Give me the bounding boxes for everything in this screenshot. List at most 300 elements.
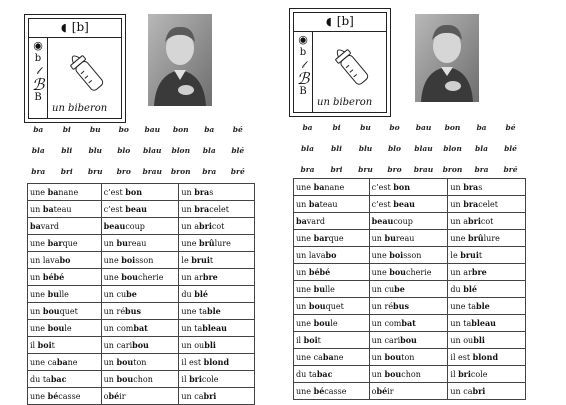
word-part: un lava: [296, 251, 326, 260]
word-part: lle: [325, 285, 335, 294]
word-part: un: [181, 205, 195, 214]
word-part: un: [30, 307, 43, 316]
word-sound-part: bou: [47, 323, 65, 333]
word-part: une ca: [296, 353, 323, 362]
table-row: [28, 320, 255, 337]
word-sound-part: brû: [198, 238, 215, 248]
syllable: ba: [476, 123, 487, 132]
example-word: un biberon: [52, 103, 108, 114]
word-sound-part: bou: [384, 369, 402, 379]
word-part: que: [328, 234, 344, 243]
syllable: ba: [33, 125, 44, 134]
word-part: nane: [324, 183, 345, 192]
word-cell: [179, 184, 255, 201]
word-part: lure: [483, 234, 500, 243]
word-part: o: [103, 392, 109, 401]
word-part: lle: [59, 290, 69, 299]
syllable: bri: [60, 167, 73, 176]
table-row: [294, 196, 526, 213]
word-sound-part: bou: [116, 374, 134, 384]
word-cell: [369, 213, 448, 230]
syllable: bla: [202, 146, 216, 155]
word-cell: [448, 366, 526, 383]
baby-bottle-icon: [61, 45, 113, 95]
word-part: une: [296, 183, 314, 192]
word-part: un ta: [450, 319, 472, 328]
word-sound-part: be: [126, 289, 137, 299]
word-cell: [294, 196, 370, 213]
word-part: le: [181, 256, 192, 265]
word-part: nane: [58, 188, 79, 197]
word-sound-part: bu: [384, 233, 396, 243]
table-row: [28, 201, 255, 218]
word-sound-part: bou: [121, 272, 138, 282]
word-part: un cu: [371, 285, 395, 294]
sound-symbol: [b]: [71, 20, 89, 34]
word-sound-part: bre: [471, 267, 487, 277]
word-part: un: [296, 200, 309, 209]
word-part: cole: [201, 375, 219, 384]
word-part: un ca: [450, 387, 473, 396]
word-cell: [101, 218, 179, 235]
syllable-grid: [24, 119, 252, 182]
sound-header: [61, 20, 89, 34]
table-row: [294, 230, 526, 247]
word-part: le: [330, 319, 338, 328]
word-cell: [369, 281, 448, 298]
word-sound-part: bou: [132, 340, 149, 350]
word-sound-part: beau: [371, 216, 394, 226]
word-part: il est: [181, 358, 204, 367]
syllable: bu: [360, 123, 371, 132]
word-part: coup: [125, 222, 145, 231]
letter-form-cursive-capital: ℬ: [31, 75, 45, 94]
syllable: blo: [117, 146, 131, 155]
word-sound-part: bleau: [471, 318, 496, 328]
letter-form-cursive: 𝓁: [36, 66, 40, 77]
syllable: bron: [170, 167, 191, 176]
word-part: lure: [214, 239, 231, 248]
word-part: une ta: [181, 307, 207, 316]
divider-horizontal: [28, 37, 121, 38]
word-part: ir: [387, 387, 394, 396]
word-sound-part: ba: [42, 204, 54, 214]
table-row: [294, 281, 526, 298]
word-cell: [28, 201, 102, 218]
syllable: bro: [387, 165, 402, 174]
word-cell: [101, 184, 179, 201]
syllable: bru: [87, 167, 103, 176]
baby-bottle-icon: [326, 39, 378, 89]
word-part: il est: [450, 353, 473, 362]
syllable: bré: [230, 167, 245, 176]
syllable: blo: [387, 144, 402, 153]
ear-icon: ◖: [326, 14, 332, 28]
word-part: un ré: [103, 307, 126, 316]
word-part: un cari: [371, 336, 401, 345]
word-cell: [101, 252, 179, 269]
word-sound-part: bou: [116, 357, 134, 367]
word-part: sson: [403, 251, 422, 260]
eye-icon: ◉: [298, 33, 308, 46]
word-sound-part: brui: [460, 250, 479, 260]
word-part: un: [371, 234, 385, 243]
syllable: bi: [62, 125, 71, 134]
syllable: bé: [505, 123, 516, 132]
word-sound-part: bou: [313, 318, 331, 328]
table-row: [28, 371, 255, 388]
word-part: une: [30, 392, 48, 401]
word-sound-part: bri: [203, 391, 217, 401]
word-sound-part: bre: [202, 272, 218, 282]
word-sound-part: brui: [191, 255, 210, 265]
word-sound-part: bon: [393, 182, 411, 192]
syllable: bro: [116, 167, 131, 176]
letter-forms: [30, 39, 46, 104]
syllable: bra: [300, 165, 315, 174]
word-part: cherie: [405, 268, 432, 277]
word-cell: [28, 269, 102, 286]
word-part: cole: [470, 370, 488, 379]
word-cell: [448, 196, 526, 213]
word-sound-part: bé: [376, 386, 388, 396]
word-sound-part: bé: [313, 386, 325, 396]
word-part: un: [103, 375, 117, 384]
word-sound-part: bou: [308, 301, 326, 311]
word-sound-part: bra: [463, 199, 479, 209]
word-cell: [448, 247, 526, 264]
syllable: bri: [330, 165, 343, 174]
word-part: il: [296, 336, 304, 345]
table-row: [294, 179, 526, 196]
word-cell: [294, 264, 370, 281]
word-sound-part: boi: [303, 335, 318, 345]
word-part: du: [181, 290, 195, 299]
word-part: une: [30, 188, 48, 197]
word-part: un ta: [181, 324, 203, 333]
word-part: le: [64, 324, 72, 333]
word-sound-part: bus: [125, 306, 141, 316]
table-row: [294, 315, 526, 332]
word-sound-part: bli: [473, 335, 485, 345]
word-sound-part: brû: [467, 233, 484, 243]
table-row: [28, 303, 255, 320]
syllable-grid: [293, 117, 525, 180]
ear-icon: ◖: [61, 20, 67, 34]
word-part: o: [371, 387, 377, 396]
word-sound-part: bri: [468, 216, 481, 226]
syllable: blau: [143, 146, 162, 155]
eye-icon: ◉: [33, 39, 43, 52]
word-cell: [101, 269, 179, 286]
word-sound-part: bra: [463, 182, 479, 192]
syllable: brau: [413, 165, 434, 174]
word-sound-part: blé: [194, 289, 208, 299]
word-cell: [179, 269, 255, 286]
word-cell: [179, 201, 255, 218]
word-sound-part: bri: [189, 374, 202, 384]
word-cell: [448, 213, 526, 230]
word-part: un: [450, 200, 464, 209]
word-cell: [28, 388, 102, 405]
word-sound-part: boi: [389, 250, 404, 260]
syllable: bon: [444, 123, 461, 132]
word-cell: [448, 264, 526, 281]
word-part: reau: [127, 239, 147, 248]
word-part: une: [30, 290, 48, 299]
word-sound-part: bar: [313, 233, 329, 243]
word-part: un cari: [103, 341, 133, 350]
word-sound-part: bra: [194, 187, 210, 197]
word-part: un com: [371, 319, 402, 328]
word-sound-part: beau: [103, 221, 126, 231]
word-part: un a: [181, 222, 200, 231]
syllable: bla: [301, 144, 314, 153]
word-cell: [179, 218, 255, 235]
sound-symbol: [b]: [336, 14, 354, 28]
table-row: [294, 247, 526, 264]
letter-form-capital: B: [34, 92, 42, 103]
word-cell: [28, 184, 102, 201]
word-part: une: [371, 251, 390, 260]
word-cell: [369, 179, 448, 196]
word-cell: [448, 281, 526, 298]
word-part: un a: [450, 217, 469, 226]
word-part: c’est: [371, 200, 394, 209]
word-sound-part: bou: [389, 267, 406, 277]
word-part: un: [296, 268, 309, 277]
syllable: bla: [475, 144, 488, 153]
word-cell: [294, 366, 370, 383]
word-part: du ta: [296, 370, 317, 379]
word-part: un: [103, 358, 117, 367]
word-sound-part: bri: [458, 369, 471, 379]
syllable: bau: [415, 123, 432, 132]
word-part: t: [478, 251, 483, 260]
word-part: chon: [401, 370, 421, 379]
syllable: bu: [89, 125, 101, 134]
word-sound-part: beau: [125, 204, 147, 214]
word-cell: [28, 218, 102, 235]
word-sound-part: bébé: [42, 272, 65, 282]
word-sound-part: bébé: [308, 267, 331, 277]
syllable: blu: [358, 144, 373, 153]
syllable: bo: [389, 123, 400, 132]
word-cell: [28, 286, 102, 303]
syllable: bli: [61, 146, 73, 155]
letter-form-print: b: [299, 47, 307, 58]
word-part: il: [450, 370, 459, 379]
table-row: [28, 354, 255, 371]
letter-form-cursive-capital: ℬ: [296, 69, 310, 88]
table-row: [294, 349, 526, 366]
word-cell: [369, 332, 448, 349]
word-part: t: [51, 341, 55, 350]
word-cell: [448, 230, 526, 247]
word-sound-part: ba: [308, 199, 320, 209]
word-cell: [448, 298, 526, 315]
word-part: chon: [133, 375, 153, 384]
word-part: un: [30, 273, 43, 282]
table-row: [294, 264, 526, 281]
word-cell: [101, 320, 179, 337]
word-sound-part: bou: [400, 335, 417, 345]
word-part: t: [317, 336, 321, 345]
word-cell: [179, 371, 255, 388]
word-part: une ca: [30, 358, 57, 367]
word-part: un ré: [371, 302, 394, 311]
word-sound-part: bé: [108, 391, 120, 401]
syllable: blé: [231, 146, 245, 155]
word-part: reau: [395, 234, 415, 243]
word-cell: [294, 298, 370, 315]
syllable: bau: [144, 125, 161, 134]
syllable: blon: [171, 146, 191, 155]
word-part: un lava: [30, 256, 60, 265]
word-part: ne: [333, 353, 344, 362]
word-part: du: [450, 285, 464, 294]
word-part: c’est: [371, 183, 394, 192]
word-sound-part: ba: [296, 216, 307, 226]
word-sound-part: boi: [37, 340, 52, 350]
word-cell: [294, 349, 370, 366]
word-sound-part: ba: [322, 352, 334, 362]
syllable: bla: [31, 146, 45, 155]
table-row: [28, 337, 255, 354]
syllable: ba: [302, 123, 313, 132]
syllable: brau: [142, 167, 162, 176]
word-sound-part: bac: [50, 374, 67, 384]
word-sound-part: bé: [47, 391, 59, 401]
word-cell: [369, 366, 448, 383]
word-part: un ca: [181, 392, 204, 401]
word-part: une: [181, 239, 199, 248]
table-row: [28, 388, 255, 405]
word-sound-part: ba: [313, 182, 325, 192]
word-sound-part: bat: [133, 323, 148, 333]
example-word: un biberon: [317, 97, 373, 108]
word-part: coup: [393, 217, 413, 226]
word-sound-part: bus: [393, 301, 409, 311]
child-photo: [148, 14, 212, 106]
word-cell: [179, 337, 255, 354]
word-cell: [294, 179, 370, 196]
word-part: une: [450, 234, 468, 243]
word-part: un: [371, 370, 385, 379]
word-cell: [101, 303, 179, 320]
letter-form-print: b: [34, 53, 42, 64]
syllable: bron: [442, 165, 463, 174]
divider-vertical: [47, 37, 48, 118]
word-part: une: [103, 256, 122, 265]
word-cell: [448, 332, 526, 349]
table-row: [28, 184, 255, 201]
word-part: un ar: [450, 268, 472, 277]
word-sound-part: ba: [30, 221, 41, 231]
word-sound-part: bra: [194, 204, 210, 214]
word-cell: [101, 371, 179, 388]
table-row: [294, 383, 526, 400]
word-cell: [179, 320, 255, 337]
word-part: un: [30, 205, 43, 214]
word-part: un: [181, 188, 195, 197]
word-sound-part: ba: [56, 357, 68, 367]
word-cell: [294, 247, 370, 264]
word-cell: [101, 388, 179, 405]
letter-forms: [295, 33, 311, 98]
word-cell: [101, 337, 179, 354]
word-sound-part: blond: [203, 357, 230, 367]
word-cell: [369, 349, 448, 366]
word-table: [293, 178, 526, 400]
word-part: casse: [324, 387, 347, 396]
word-sound-part: blond: [472, 352, 499, 362]
word-table-body: [28, 184, 255, 405]
word-cell: [28, 371, 102, 388]
word-sound-part: bu: [313, 284, 326, 294]
child-photo: [415, 14, 479, 102]
word-sound-part: bri: [472, 386, 486, 396]
word-part: un ar: [181, 273, 203, 282]
syllable: blon: [443, 144, 462, 153]
word-sound-part: bu: [116, 238, 128, 248]
letter-form-capital: B: [299, 86, 307, 97]
table-row: [28, 269, 255, 286]
word-sound-part: bat: [401, 318, 416, 328]
divider-horizontal: [293, 31, 386, 32]
word-sound-part: bar: [47, 238, 63, 248]
word-part: une: [296, 285, 314, 294]
word-cell: [448, 179, 526, 196]
word-sound-part: ble: [206, 306, 221, 316]
word-cell: [179, 252, 255, 269]
word-cell: [179, 303, 255, 320]
word-part: cot: [480, 217, 494, 226]
sound-card: [24, 14, 126, 123]
word-part: du ta: [30, 375, 51, 384]
word-cell: [294, 281, 370, 298]
word-part: que: [62, 239, 78, 248]
syllable: bra: [31, 167, 46, 176]
word-cell: [28, 303, 102, 320]
word-cell: [28, 235, 102, 252]
word-sound-part: bon: [125, 187, 143, 197]
word-cell: [179, 388, 255, 405]
word-cell: [448, 383, 526, 400]
word-sound-part: bou: [384, 352, 402, 362]
word-part: le: [450, 251, 461, 260]
word-table-body: [294, 179, 526, 400]
syllable: bra: [474, 165, 489, 174]
syllable: bli: [331, 144, 342, 153]
word-cell: [28, 337, 102, 354]
word-cell: [369, 264, 448, 281]
syllable: blu: [88, 146, 103, 155]
word-part: vard: [40, 222, 60, 231]
word-part: un: [450, 183, 464, 192]
word-sound-part: bri: [199, 221, 212, 231]
word-part: cherie: [137, 273, 164, 282]
word-part: une: [30, 324, 48, 333]
syllable: bi: [332, 123, 341, 132]
word-part: s: [209, 188, 214, 197]
word-cell: [369, 247, 448, 264]
word-part: quet: [59, 307, 78, 316]
word-sound-part: boi: [121, 255, 136, 265]
word-cell: [179, 235, 255, 252]
word-table: [27, 183, 255, 405]
word-part: c’est: [103, 188, 126, 197]
